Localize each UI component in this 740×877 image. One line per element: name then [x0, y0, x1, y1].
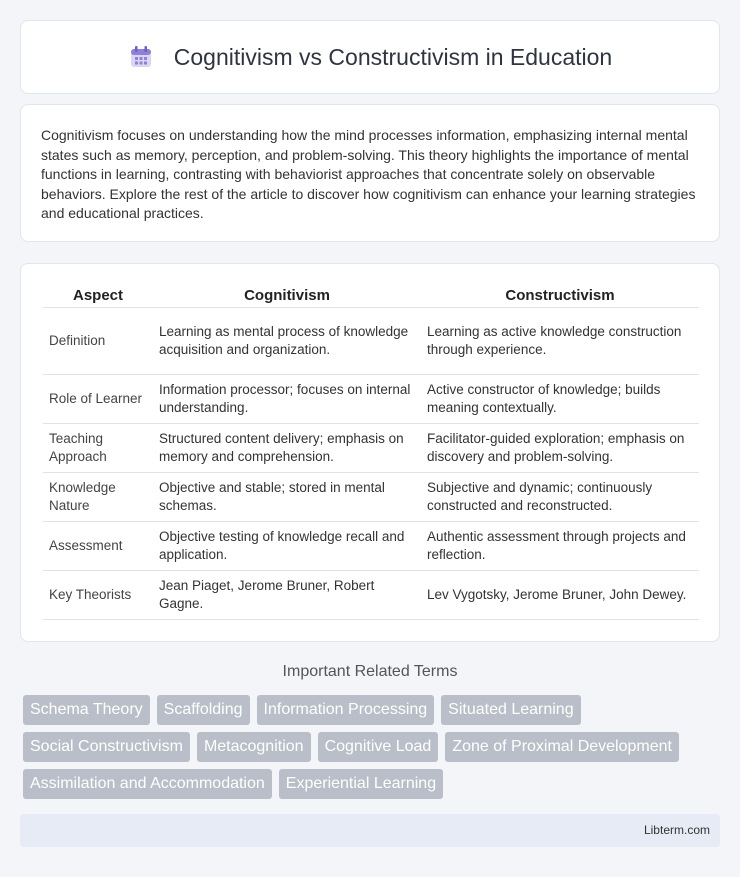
- aspect-cell: Knowledge Nature: [43, 473, 153, 522]
- footer-site-link[interactable]: Libterm.com: [643, 823, 710, 837]
- tag-assimilation-and-accommodation[interactable]: Assimilation and Accommodation: [23, 769, 272, 799]
- constructivism-cell: Learning as active knowledge construction through experience.: [421, 308, 699, 375]
- header-aspect: Aspect: [43, 284, 153, 308]
- intro-text: Cognitivism focuses on understanding how the mind processes information, emphasizing internal mental states such as memory, perception, and problem-solving. This theory highlights the importance of mental functions in learning, contrasting with behaviorist approaches that concentrate solely on observable behaviors. Explore the rest of the article to discover how cognitivism can enhance your learning strategies and educational practices.: [41, 127, 696, 221]
- tag-row: [23, 695, 723, 725]
- comparison-table: [43, 284, 699, 620]
- tag-metacognition[interactable]: Metacognition: [197, 732, 311, 762]
- header-constructivism: Constructivism: [421, 284, 699, 308]
- calendar-icon: [128, 44, 154, 70]
- tag-information-processing[interactable]: Information Processing: [257, 695, 435, 725]
- tag-situated-learning[interactable]: Situated Learning: [441, 695, 580, 725]
- table-header-row: [43, 284, 699, 308]
- constructivism-cell: Lev Vygotsky, Jerome Bruner, John Dewey.: [421, 571, 699, 620]
- table-row: [43, 571, 699, 620]
- cognitivism-cell: Objective testing of knowledge recall and application.: [153, 522, 421, 571]
- header-card: [20, 20, 720, 94]
- aspect-cell: Assessment: [43, 522, 153, 571]
- related-terms-list: [23, 695, 723, 806]
- cognitivism-cell: Learning as mental process of knowledge acquisition and organization.: [153, 308, 421, 375]
- table-row: [43, 473, 699, 522]
- tag-social-constructivism[interactable]: Social Constructivism: [23, 732, 190, 762]
- constructivism-cell: Subjective and dynamic; continuously constructed and reconstructed.: [421, 473, 699, 522]
- cognitivism-cell: Structured content delivery; emphasis on memory and comprehension.: [153, 424, 421, 473]
- tag-row: [23, 732, 723, 762]
- related-terms-title: Important Related Terms: [282, 663, 458, 680]
- constructivism-cell: Active constructor of knowledge; builds meaning contextually.: [421, 375, 699, 424]
- table-row: [43, 522, 699, 571]
- footer: [20, 814, 720, 847]
- constructivism-cell: Authentic assessment through projects and reflection.: [421, 522, 699, 571]
- intro-card: [20, 104, 720, 242]
- header-cognitivism: Cognitivism: [153, 284, 421, 308]
- table-row: [43, 424, 699, 473]
- tag-cognitive-load[interactable]: Cognitive Load: [318, 732, 439, 762]
- cognitivism-cell: Information processor; focuses on internal understanding.: [153, 375, 421, 424]
- cognitivism-cell: Jean Piaget, Jerome Bruner, Robert Gagne.: [153, 571, 421, 620]
- cognitivism-cell: Objective and stable; stored in mental schemas.: [153, 473, 421, 522]
- tag-row: [23, 769, 723, 799]
- aspect-cell: Definition: [43, 308, 153, 375]
- table-row: [43, 375, 699, 424]
- aspect-cell: Role of Learner: [43, 375, 153, 424]
- aspect-cell: Key Theorists: [43, 571, 153, 620]
- table-row: [43, 308, 699, 375]
- tag-experiential-learning[interactable]: Experiential Learning: [279, 769, 443, 799]
- tag-zone-of-proximal-development[interactable]: Zone of Proximal Development: [445, 732, 679, 762]
- page-title: Cognitivism vs Constructivism in Education: [173, 43, 613, 70]
- tag-scaffolding[interactable]: Scaffolding: [157, 695, 250, 725]
- comparison-table-card: [20, 263, 720, 642]
- aspect-cell: Teaching Approach: [43, 424, 153, 473]
- tag-schema-theory[interactable]: Schema Theory: [23, 695, 150, 725]
- constructivism-cell: Facilitator-guided exploration; emphasis on discovery and problem-solving.: [421, 424, 699, 473]
